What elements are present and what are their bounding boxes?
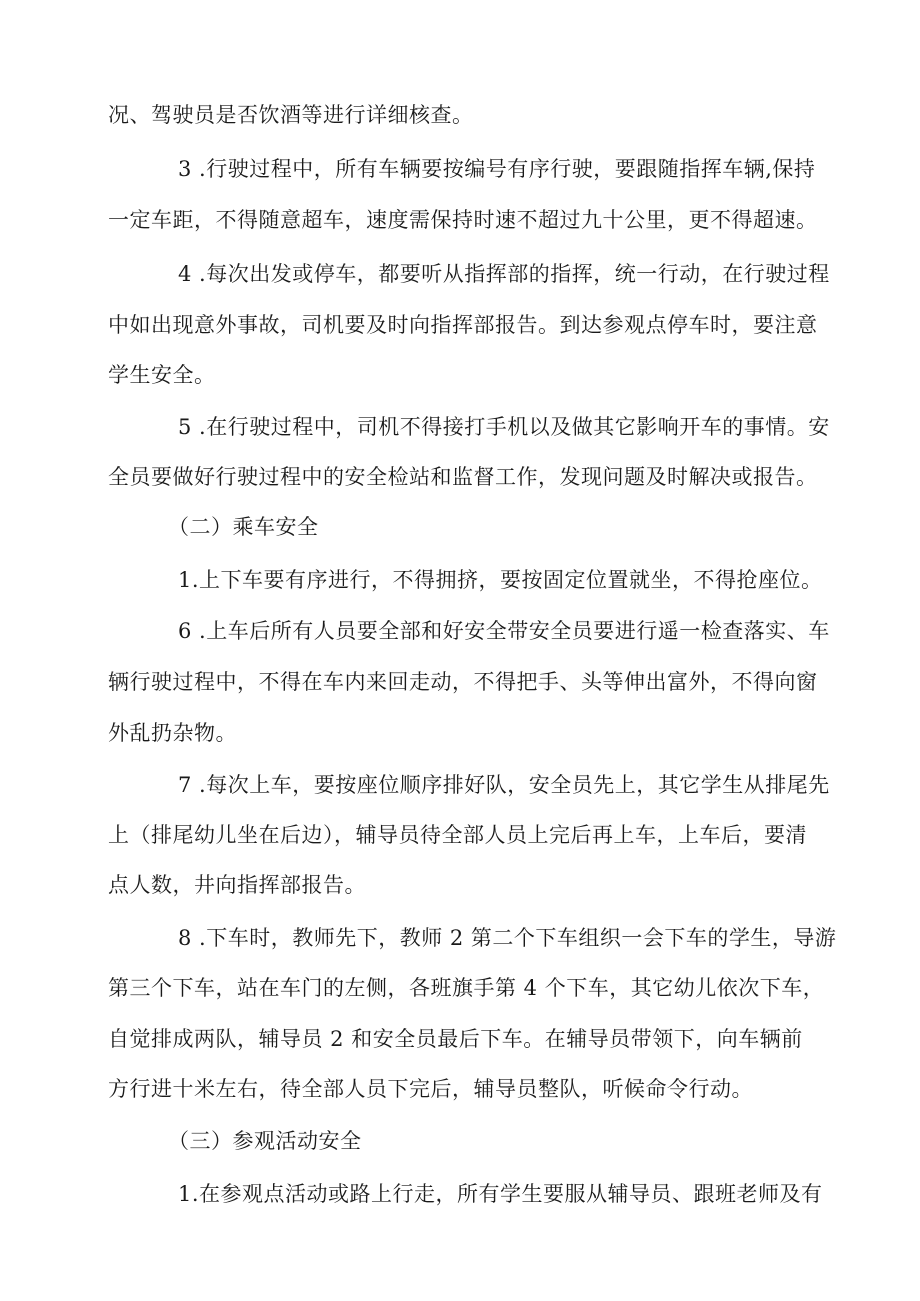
section-heading-2: （二）乘车安全: [168, 515, 319, 539]
text-line-15: 上（排尾幼儿坐在后边），辅导员待全部人员上完后再上车，上车后，要清: [108, 823, 807, 847]
text-line-17: 8 .下车时，教师先下，教师 2 第二个下车组织一会下车的学生，导游: [178, 926, 837, 950]
text-line-3: 一定车距，不得随意超车，速度需保持时速不超过九十公里，更不得超速。: [108, 208, 818, 232]
text-line-13: 外乱扔杂物。: [108, 721, 237, 745]
text-line-12: 辆行驶过程中，不得在车内来回走动，不得把手、头等伸出富外，不得向窗: [108, 670, 818, 694]
text-line-20: 方行进十米左右，待全部人员下完后，辅导员整队，听候命令行动。: [108, 1077, 753, 1101]
text-line-5: 中如出现意外事故，司机要及时向指挥部报告。到达参观点停车时，要注意: [108, 313, 818, 337]
text-line-2: 3 .行驶过程中，所有车辆要按编号有序行驶，要跟随指挥车辆,保持: [178, 157, 816, 181]
text-line-1: 况、驾驶员是否饮酒等进行详细核查。: [108, 103, 474, 127]
text-line-10: 1.上下车要有序进行，不得拥挤，要按固定位置就坐，不得抢座位。: [178, 568, 823, 592]
text-line-6: 学生安全。: [108, 363, 216, 387]
text-line-16: 点人数，井向指挥部报告。: [108, 873, 366, 897]
section-heading-3: （三）参观活动安全: [168, 1129, 362, 1153]
text-line-11: 6 .上车后所有人员要全部和好安全带安全员要进行遥一检查落实、车: [178, 619, 830, 643]
text-line-18: 第三个下车，站在车门的左侧，各班旗手第 4 个下车，其它幼儿依次下车，: [108, 976, 825, 1000]
text-line-14: 7 .每次上车，要按座位顺序排好队，安全员先上，其它学生从排尾先: [178, 773, 830, 797]
text-line-22: 1.在参观点活动或路上行走，所有学生要服从辅导员、跟班老师及有: [178, 1182, 823, 1206]
text-line-19: 自觉排成两队，辅导员 2 和安全员最后下车。在辅导员带领下，向车辆前: [108, 1027, 803, 1051]
text-line-7: 5 .在行驶过程中，司机不得接打手机以及做其它影响开车的事情。安: [178, 415, 830, 439]
text-line-8: 全员要做好行驶过程中的安全检站和监督工作，发现问题及时解决或报告。: [108, 465, 818, 489]
text-line-4: 4 .每次出发或停车，都要听从指挥部的指挥，统一行动，在行驶过程: [178, 262, 830, 286]
